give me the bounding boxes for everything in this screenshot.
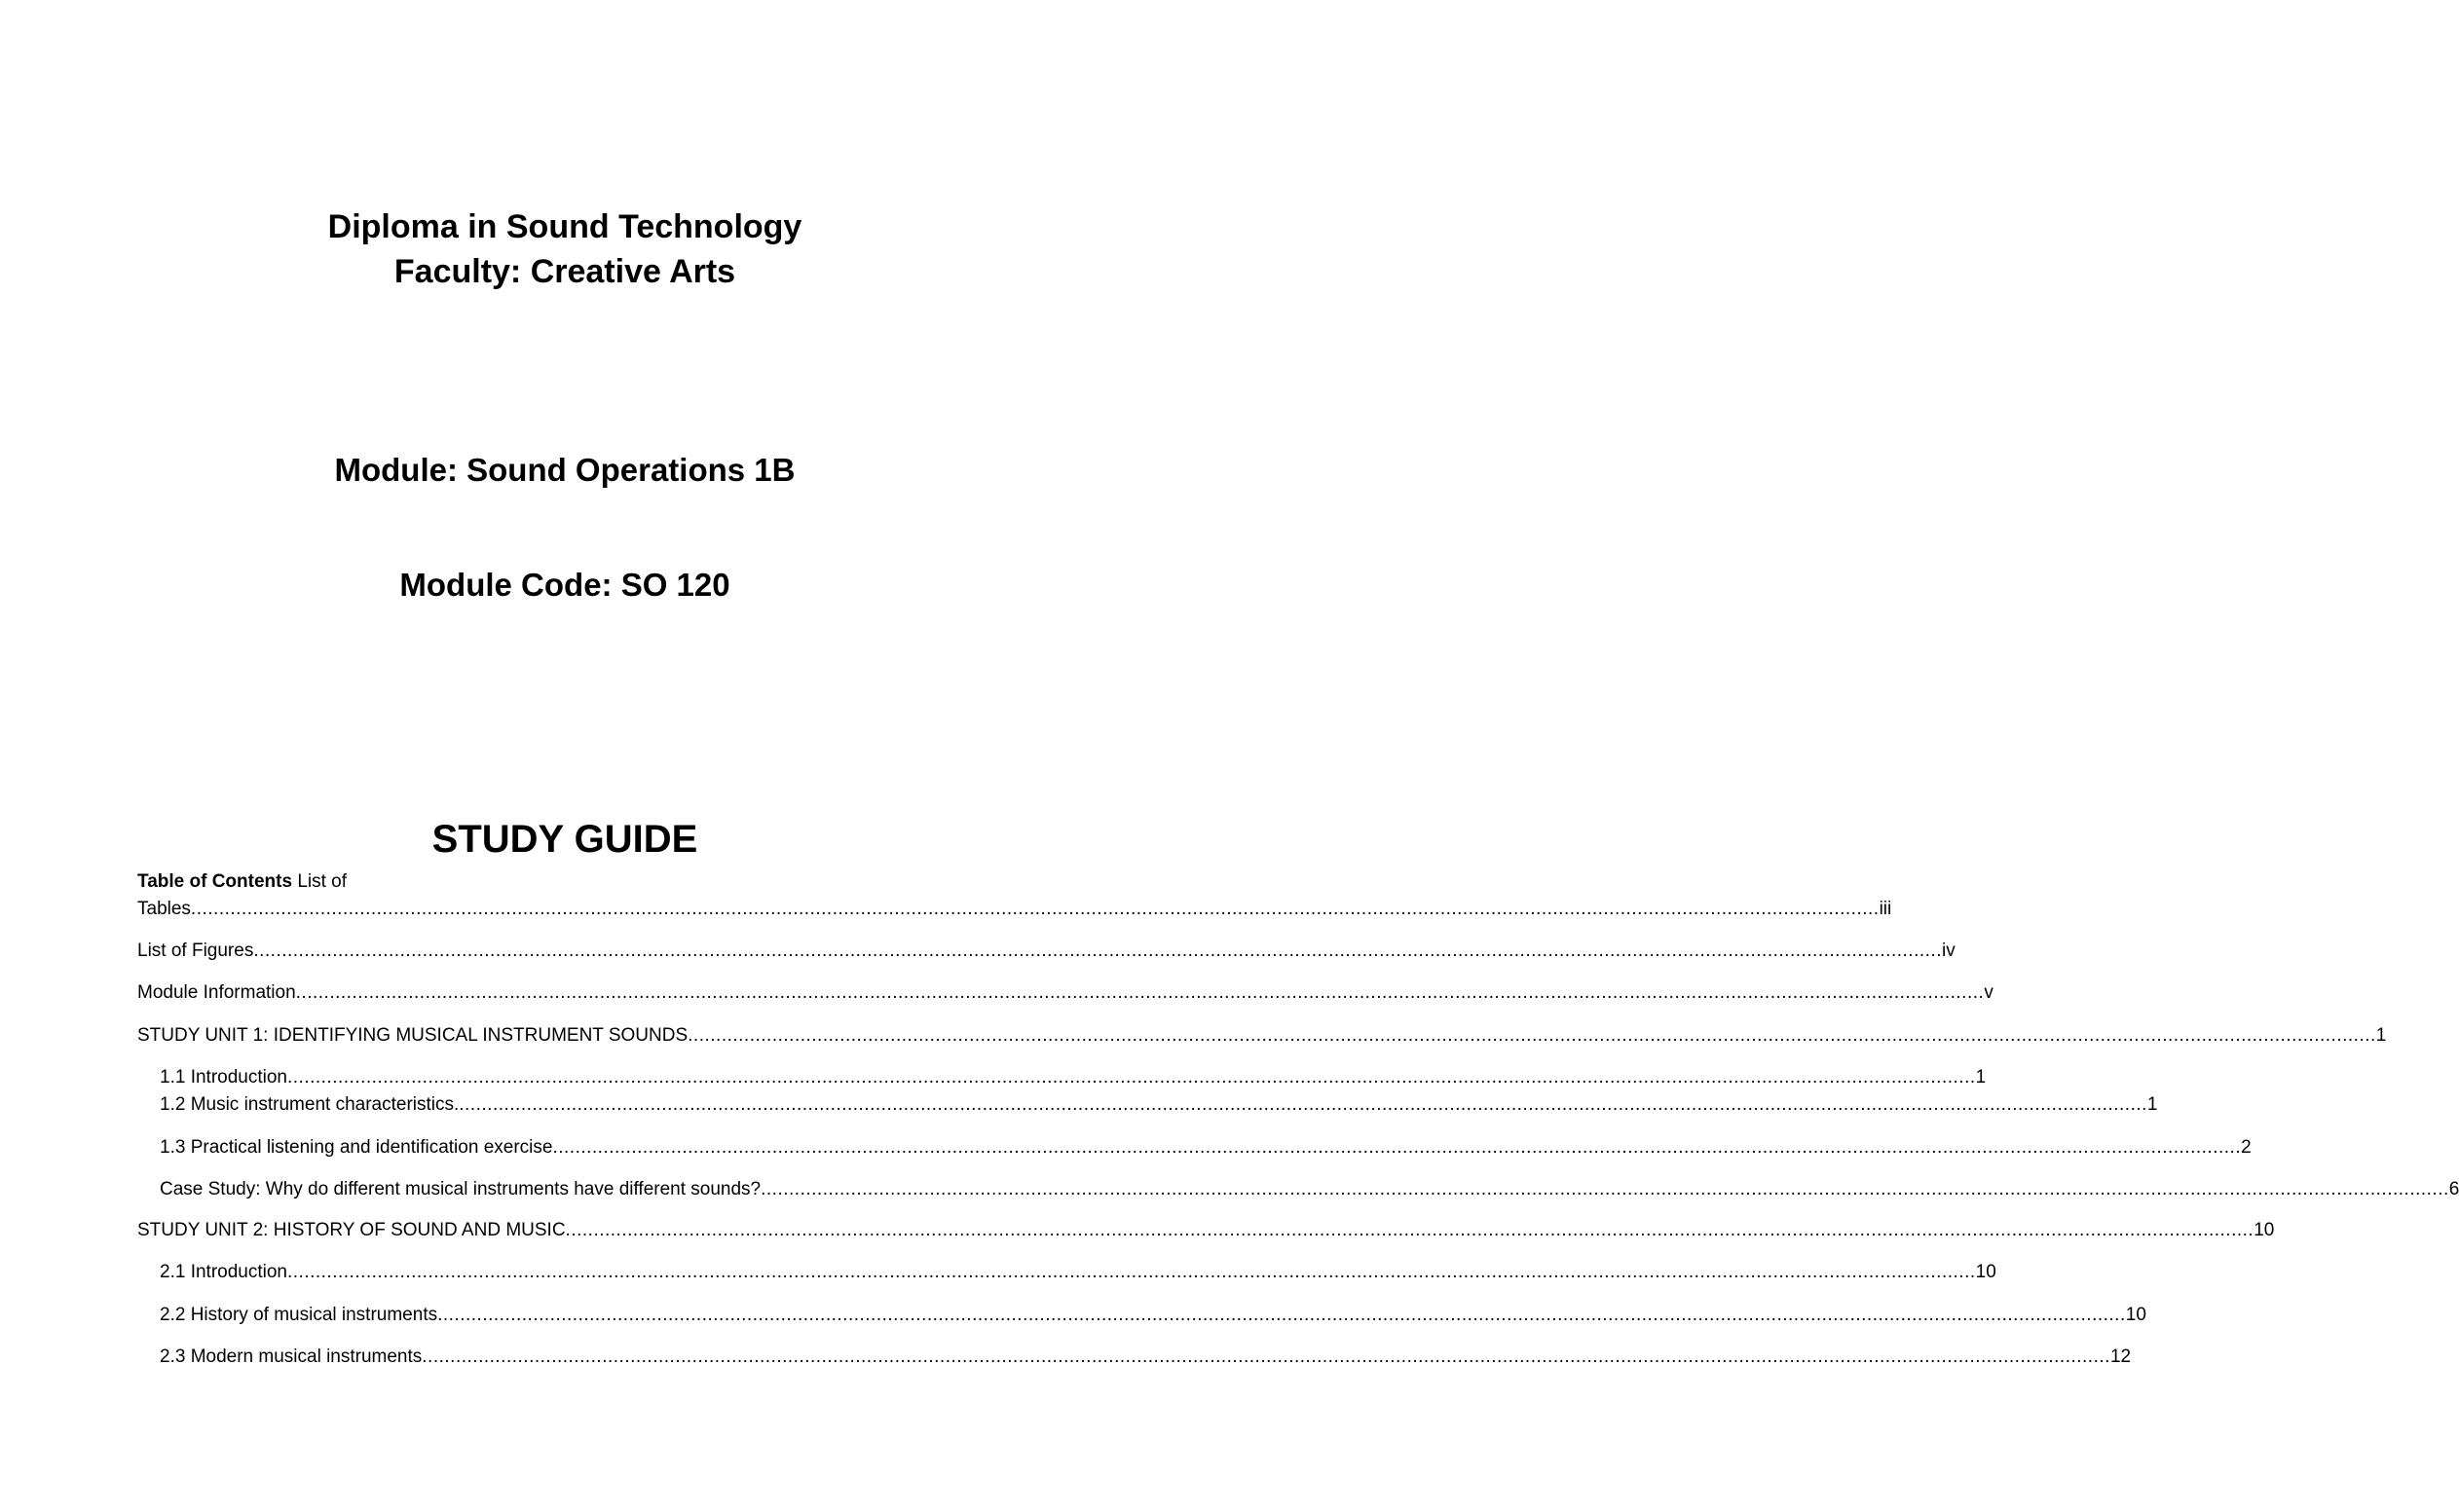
toc-leader: ............................................................................................................................................................................................................................................................................................................ [190,899,1880,919]
toc-entry[interactable] [137,981,1993,1005]
toc-entry-label: Module Information [137,982,296,1003]
toc-entry-page: 12 [2109,1346,2132,1367]
toc-entry-page: 10 [2125,1305,2146,1325]
toc-entry-label: 2.3 Modern musical instruments [160,1346,423,1367]
toc-leader: ............................................................................................................................................................................................................................................................................................................ [761,1179,2449,1199]
toc-entry-page: 2 [2241,1137,2252,1158]
toc-leader: ............................................................................................................................................................................................................................................................................................................ [437,1305,2126,1325]
toc-leader: ............................................................................................................................................................................................................................................................................................................ [422,1346,2110,1367]
toc-entry[interactable] [160,1261,1996,1284]
toc-entry[interactable] [160,1304,2146,1327]
toc-entry[interactable] [137,1024,2387,1048]
toc-entry-label: Case Study: Why do different musical instruments have different sounds? [160,1179,762,1199]
toc-leader: ............................................................................................................................................................................................................................................................................................................ [688,1025,2376,1046]
toc-entry-label: 2.2 History of musical instruments [160,1305,438,1325]
toc-entry[interactable] [160,1136,2252,1160]
toc-entry-page: v [1984,982,1993,1003]
module-code: Module Code: SO 120 [399,567,730,603]
toc-heading-tail: List of [292,871,348,892]
faculty-line: Faculty: Creative Arts [393,253,736,290]
study-guide-title: STUDY GUIDE [431,818,698,861]
toc-leader: ............................................................................................................................................................................................................................................................................................................ [552,1137,2242,1158]
toc-entry[interactable] [137,940,1956,963]
toc-entry[interactable] [137,1219,2275,1242]
toc-entry-label: Tables [137,899,191,919]
toc-entry[interactable] [160,1178,2459,1201]
toc-entry-label: 1.2 Music instrument characteristics. [160,1094,460,1115]
toc-entry-label: STUDY UNIT 1: IDENTIFYING MUSICAL INSTRUMENT SOUNDS [137,1025,689,1046]
toc-entry-label: 2.1 Introduction [160,1262,287,1282]
toc-leader: ............................................................................................................................................................................................................................................................................................................ [565,1220,2254,1240]
toc-entry[interactable] [137,898,1892,921]
toc-leader: ............................................................................................................................................................................................................................................................................................................ [286,1262,1976,1282]
toc-entry-page: 1 [2146,1094,2158,1115]
toc-entry[interactable] [160,1093,2158,1117]
toc-entry-page: iii [1879,899,1892,919]
toc-entry-label: List of Figures [137,940,254,961]
toc-entry-label: STUDY UNIT 2: HISTORY OF SOUND AND MUSIC [137,1220,566,1240]
toc-leader: ............................................................................................................................................................................................................................................................................................................ [253,940,1942,961]
toc-entry-page: 10 [1975,1262,1996,1282]
toc-heading [137,870,347,894]
module-name: Module: Sound Operations 1B [334,452,796,488]
toc-entry[interactable] [160,1346,2132,1369]
toc-entry-page: 1 [1975,1067,1987,1088]
toc-entry-page: iv [1941,940,1956,961]
toc-entry-page: 6 [2448,1179,2459,1199]
toc-entry[interactable] [160,1066,1987,1089]
toc-entry-label: 1.3 Practical listening and identification exercise [160,1137,553,1158]
toc-entry-label: 1.1 Introduction [160,1067,287,1088]
toc-leader: ............................................................................................................................................................................................................................................................................................................ [286,1067,1976,1088]
toc-leader: ............................................................................................................................................................................................................................................................................................................ [295,982,1985,1003]
toc-leader: ............................................................................................................................................................................................................................................................................................................ [459,1094,2147,1115]
toc-entry-page: 1 [2375,1025,2387,1046]
toc-entry-page: 10 [2254,1220,2275,1240]
document-title: Diploma in Sound Technology [327,208,802,245]
toc-heading-label: Table of Contents [137,871,293,892]
